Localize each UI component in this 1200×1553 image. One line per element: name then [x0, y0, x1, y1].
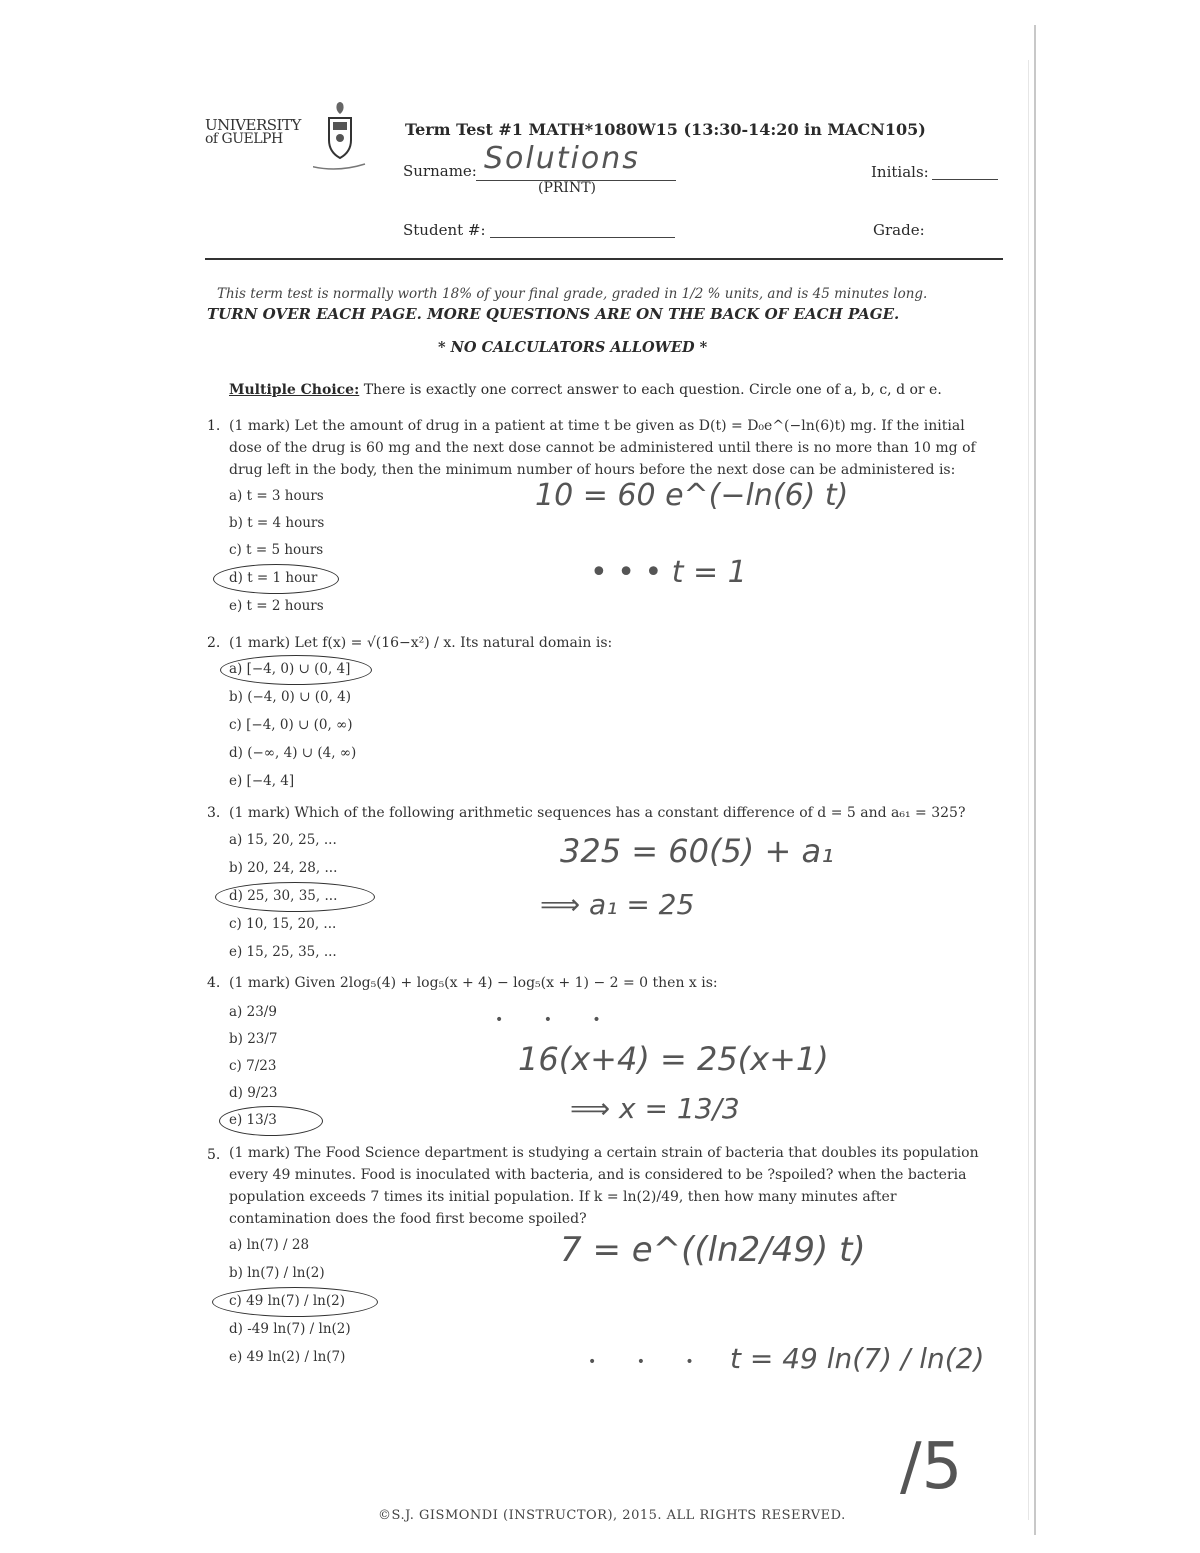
- no-calculators-notice: * NO CALCULATORS ALLOWED *: [438, 339, 708, 356]
- crest-icon: [313, 100, 375, 172]
- grade-mark: /5: [900, 1430, 963, 1504]
- answer-circle: [219, 1106, 323, 1136]
- question-number: 1.: [207, 418, 221, 434]
- option-selected: e) 13/3: [229, 1112, 277, 1128]
- initials-line: [932, 179, 998, 180]
- option: b) t = 4 hours: [229, 515, 325, 531]
- answer-circle: [215, 882, 375, 912]
- option: c) [−4, 0) ∪ (0, ∞): [229, 717, 353, 733]
- question-number: 3.: [207, 805, 221, 821]
- logo-line-2: of GUELPH: [205, 131, 283, 147]
- option: c) t = 5 hours: [229, 542, 324, 558]
- option: a) 23/9: [229, 1004, 277, 1020]
- option: a) t = 3 hours: [229, 488, 324, 504]
- print-label: (PRINT): [538, 180, 597, 196]
- option: c) 10, 15, 20, ...: [229, 916, 337, 932]
- option: b) 23/7: [229, 1031, 278, 1047]
- work-line: t = 49 ln(7) / ln(2): [730, 1342, 985, 1375]
- work-line: • • • t = 1: [590, 555, 747, 590]
- option: e) 49 ln(2) / ln(7): [229, 1349, 346, 1365]
- page-edge: [1034, 25, 1036, 1535]
- question-text: (1 mark) Let the amount of drug in a patient at time t be given as D(t) = D₀e^(−ln(6)t) mg. If the initial dose of the drug is 60 mg and the next dose cannot be administered until there is no more than 10 mg of drug left in the body, then the minimum number of hours before the next dose can be administered is:: [229, 418, 976, 478]
- question-text: (1 mark) Let f(x) = √(16−x²) / x. Its natural domain is:: [229, 635, 613, 651]
- student-number-label: Student #:: [403, 221, 486, 239]
- option: a) ln(7) / 28: [229, 1237, 310, 1253]
- option: b) (−4, 0) ∪ (0, 4): [229, 689, 351, 705]
- option: e) t = 2 hours: [229, 598, 324, 614]
- question-text: (1 mark) Which of the following arithmetic sequences has a constant difference of d = 5 and a₆₁ = 325?: [229, 805, 966, 821]
- option: d) 9/23: [229, 1085, 278, 1101]
- work-line: 7 = e^((ln2/49) t): [560, 1230, 866, 1270]
- option-selected: a) [−4, 0) ∪ (0, 4]: [229, 661, 351, 677]
- work-line: ⟹ x = 13/3: [570, 1092, 740, 1125]
- mc-text: There is exactly one correct answer to each question. Circle one of a, b, c, d or e.: [359, 382, 942, 398]
- question-number: 5.: [207, 1147, 221, 1163]
- grade-label: Grade:: [873, 221, 925, 239]
- test-title: Term Test #1 MATH*1080W15 (13:30-14:20 in MACN105): [405, 120, 926, 139]
- university-logo: [205, 100, 375, 180]
- answer-circle: [213, 564, 339, 594]
- question-text: (1 mark) Given 2log₅(4) + log₅(x + 4) − log₅(x + 1) − 2 = 0 then x is:: [229, 975, 718, 991]
- option-selected: d) t = 1 hour: [229, 570, 318, 586]
- work-line: ⟹ a₁ = 25: [540, 888, 695, 921]
- option: e) [−4, 4]: [229, 773, 295, 789]
- question-number: 2.: [207, 635, 221, 651]
- option-selected: d) 25, 30, 35, ...: [229, 888, 338, 904]
- surname-label: Surname:: [403, 162, 477, 180]
- initials-label: Initials:: [871, 163, 929, 181]
- option: b) 20, 24, 28, ...: [229, 860, 338, 876]
- answer-circle: [220, 655, 372, 685]
- surname-handwritten: Solutions: [484, 141, 640, 176]
- option: e) 15, 25, 35, ...: [229, 944, 337, 960]
- logo-text: [205, 118, 301, 146]
- option: a) 15, 20, 25, ...: [229, 832, 337, 848]
- logo-line-1: UNIVERSITY: [205, 116, 301, 134]
- option-selected: c) 49 ln(7) / ln(2): [229, 1293, 345, 1309]
- answer-circle: [212, 1287, 378, 1317]
- question-number: 4.: [207, 975, 221, 991]
- option: b) ln(7) / ln(2): [229, 1265, 325, 1281]
- option: d) -49 ln(7) / ln(2): [229, 1321, 351, 1337]
- work-line: 16(x+4) = 25(x+1): [518, 1040, 829, 1078]
- question-text: (1 mark) The Food Science department is studying a certain strain of bacteria that doubles its population every 49 minutes. Food is inoculated with bacteria, and is considered to be ?spoiled? when the bacteria population exceeds 7 times its initial population. If k = ln(2)/49, then how many minutes after contamination does the food first become spoiled?: [229, 1145, 979, 1227]
- work-line: • • •: [588, 1354, 712, 1370]
- option: d) (−∞, 4) ∪ (4, ∞): [229, 745, 357, 761]
- work-line: 325 = 60(5) + a₁: [560, 832, 834, 870]
- intro-line-1: This term test is normally worth 18% of your final grade, graded in 1/2 % units, and is 45 minutes long.: [217, 286, 928, 302]
- page-edge-shadow: [1028, 60, 1029, 1520]
- header-rule: [205, 258, 1003, 260]
- work-line: 10 = 60 e^(−ln(6) t): [535, 478, 849, 513]
- work-line: • • •: [495, 1012, 619, 1028]
- mc-label: Multiple Choice:: [229, 382, 360, 398]
- multiple-choice-instructions: [229, 382, 942, 398]
- student-number-line: [490, 237, 675, 238]
- option: c) 7/23: [229, 1058, 277, 1074]
- copyright-footer: ©S.J. GISMONDI (INSTRUCTOR), 2015. ALL RIGHTS RESERVED.: [378, 1508, 846, 1523]
- intro-line-2: TURN OVER EACH PAGE. MORE QUESTIONS ARE ON THE BACK OF EACH PAGE.: [207, 305, 900, 323]
